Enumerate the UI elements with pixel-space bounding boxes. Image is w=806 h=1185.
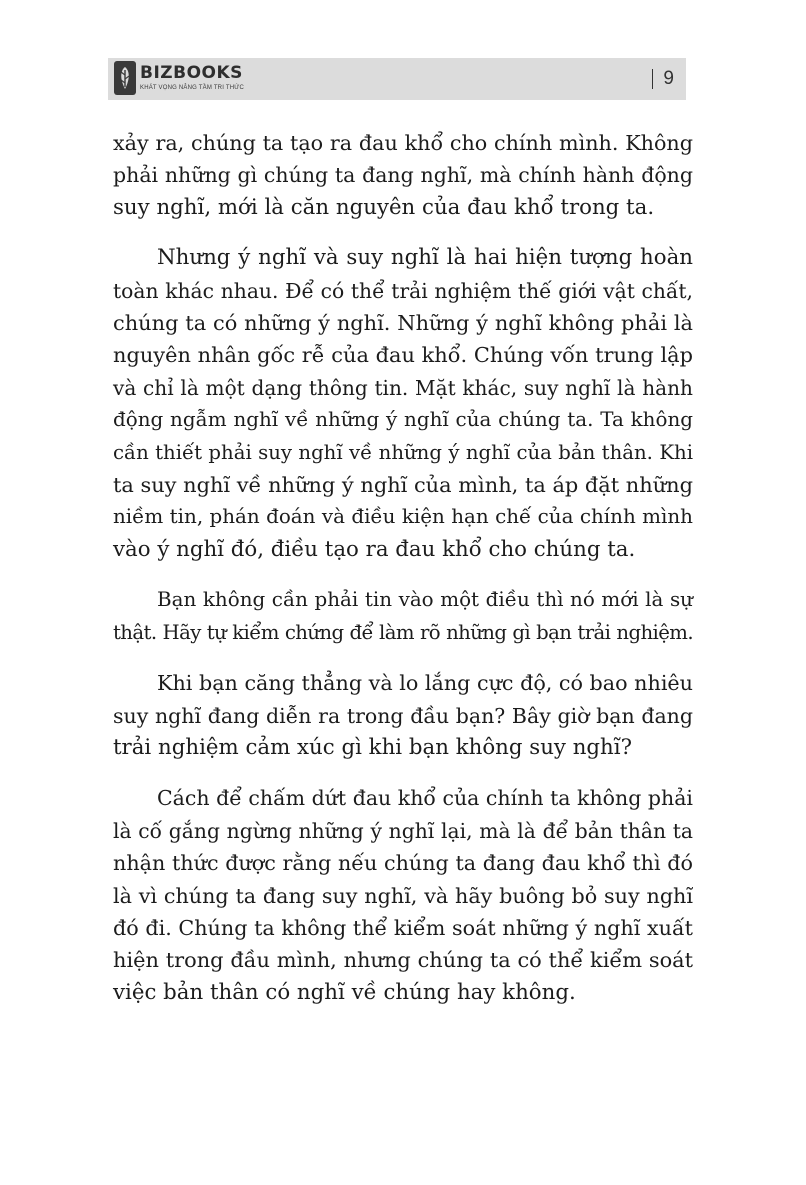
text-line: phải những gì chúng ta đang nghĩ, mà chính hành động bbox=[113, 163, 693, 188]
paragraph bbox=[113, 584, 693, 649]
paragraph bbox=[113, 782, 693, 1009]
text-line: chúng ta có những ý nghĩ. Những ý nghĩ không phải là bbox=[113, 311, 693, 336]
paragraph bbox=[113, 242, 693, 566]
publisher-tagline: KHÁT VỌNG NÂNG TẦM TRI THỨC bbox=[140, 85, 245, 91]
text-line: cần thiết phải suy nghĩ về những ý nghĩ của bản thân. Khi bbox=[113, 440, 693, 464]
text-line: suy nghĩ đang diễn ra trong đầu bạn? Bây giờ bạn đang bbox=[113, 703, 693, 728]
page-number bbox=[652, 68, 674, 90]
text-line: Cách để chấm dứt đau khổ của chính ta không phải bbox=[157, 786, 693, 811]
text-line: ta suy nghĩ về những ý nghĩ của mình, ta áp đặt những bbox=[113, 473, 693, 498]
text-line: hiện trong đầu mình, nhưng chúng ta có thể kiểm soát bbox=[113, 948, 693, 973]
text-line: Nhưng ý nghĩ và suy nghĩ là hai hiện tượng hoàn bbox=[157, 245, 693, 271]
publisher-logo bbox=[114, 61, 244, 95]
paragraph bbox=[113, 667, 693, 764]
text-line: vào ý nghĩ đó, điều tạo ra đau khổ cho chúng ta. bbox=[113, 536, 636, 562]
page-number-divider bbox=[652, 69, 653, 89]
text-line: xảy ra, chúng ta tạo ra đau khổ cho chính mình. Không bbox=[113, 131, 693, 155]
text-line: là vì chúng ta đang suy nghĩ, và hãy buông bỏ suy nghĩ bbox=[113, 883, 693, 908]
text-line: toàn khác nhau. Để có thể trải nghiệm thế giới vật chất, bbox=[113, 278, 693, 303]
text-line: nhận thức được rằng nếu chúng ta đang đau khổ thì đó bbox=[113, 851, 693, 876]
text-line: là cố gắng ngừng những ý nghĩ lại, mà là để bản thân ta bbox=[113, 818, 693, 843]
text-line: việc bản thân có nghĩ về chúng hay không. bbox=[113, 979, 576, 1005]
text-line: suy nghĩ, mới là căn nguyên của đau khổ trong ta. bbox=[113, 194, 655, 220]
text-line: động ngẫm nghĩ về những ý nghĩ của chúng ta. Ta không bbox=[113, 408, 693, 432]
bizbooks-logo-icon bbox=[114, 61, 136, 95]
text-line: thật. Hãy tự kiểm chứng để làm rõ những gì bạn trải nghiệm. bbox=[113, 620, 693, 644]
publisher-brand: BIZBOOKS bbox=[140, 63, 243, 83]
paragraph bbox=[113, 127, 693, 224]
body-text bbox=[113, 127, 693, 1027]
text-line: trải nghiệm cảm xúc gì khi bạn không suy nghĩ? bbox=[113, 734, 633, 760]
text-line: Bạn không cần phải tin vào một điều thì nó mới là sự bbox=[157, 588, 693, 612]
text-line: và chỉ là một dạng thông tin. Mặt khác, suy nghĩ là hành bbox=[113, 375, 693, 400]
text-line: nguyên nhân gốc rễ của đau khổ. Chúng vốn trung lập bbox=[113, 343, 693, 368]
page-number-value: 9 bbox=[663, 68, 674, 89]
text-line: niềm tin, phán đoán và điều kiện hạn chế của chính mình bbox=[113, 505, 693, 529]
text-line: đó đi. Chúng ta không thể kiểm soát những ý nghĩ xuất bbox=[113, 915, 693, 940]
text-line: Khi bạn căng thẳng và lo lắng cực độ, có bao nhiêu bbox=[157, 671, 693, 696]
